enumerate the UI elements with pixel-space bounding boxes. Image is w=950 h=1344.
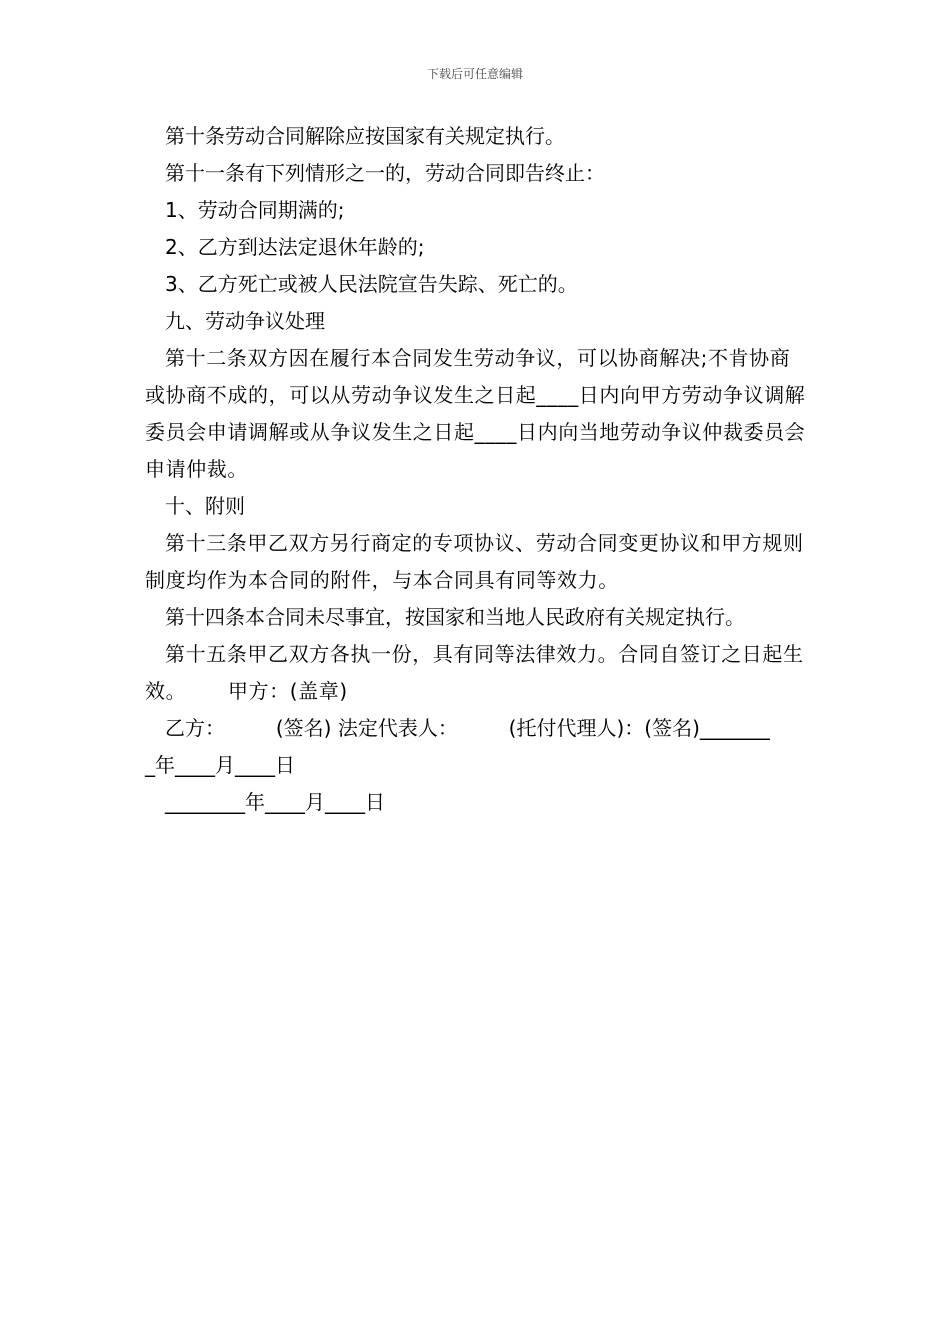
clause-11-item-2: 2、乙方到达法定退休年龄的; xyxy=(165,235,425,259)
section-heading-appendix: 十、附则 xyxy=(165,494,245,518)
clause-11-item-3: 3、乙方死亡或被人民法院宣告失踪、死亡的。 xyxy=(165,272,578,296)
clause-10: 第十条劳动合同解除应按国家有关规定执行。 xyxy=(165,124,565,148)
clause-13: 第十三条甲乙双方另行商定的专项协议、劳动合同变更协议和甲方规则制度均作为本合同的附件，与本合同具有同等效力。 xyxy=(145,531,804,592)
signature-line-party-b: 乙方： (签名) 法定代表人： (托付代理人)：(签名)_______ xyxy=(165,716,770,740)
clause-11: 第十一条有下列情形之一的，劳动合同即告终止： xyxy=(165,161,605,185)
clause-14: 第十四条本合同未尽事宜，按国家和当地人民政府有关规定执行。 xyxy=(165,605,745,629)
document-body xyxy=(145,118,809,821)
section-heading-dispute: 九、劳动争议处理 xyxy=(165,309,325,333)
contract-date-line: ________年____月____日 xyxy=(165,790,385,814)
clause-15: 第十五条甲乙双方各执一份，具有同等法律效力。合同自签订之日起生效。 甲方：(盖章) xyxy=(145,642,804,703)
page-header-note: 下载后可任意编辑 xyxy=(426,67,523,81)
clause-11-item-1: 1、劳动合同期满的; xyxy=(165,198,345,222)
clause-12: 第十二条双方因在履行本合同发生劳动争议，可以协商解决;不肯协商或协商不成的，可以从劳动争议发生之日起____日内向甲方劳动争议调解委员会申请调解或从争议发生之日起____日内向当地劳动争议仲裁委员会申请仲裁。 xyxy=(145,346,806,481)
signature-date-line: _年____月____日 xyxy=(145,753,295,777)
